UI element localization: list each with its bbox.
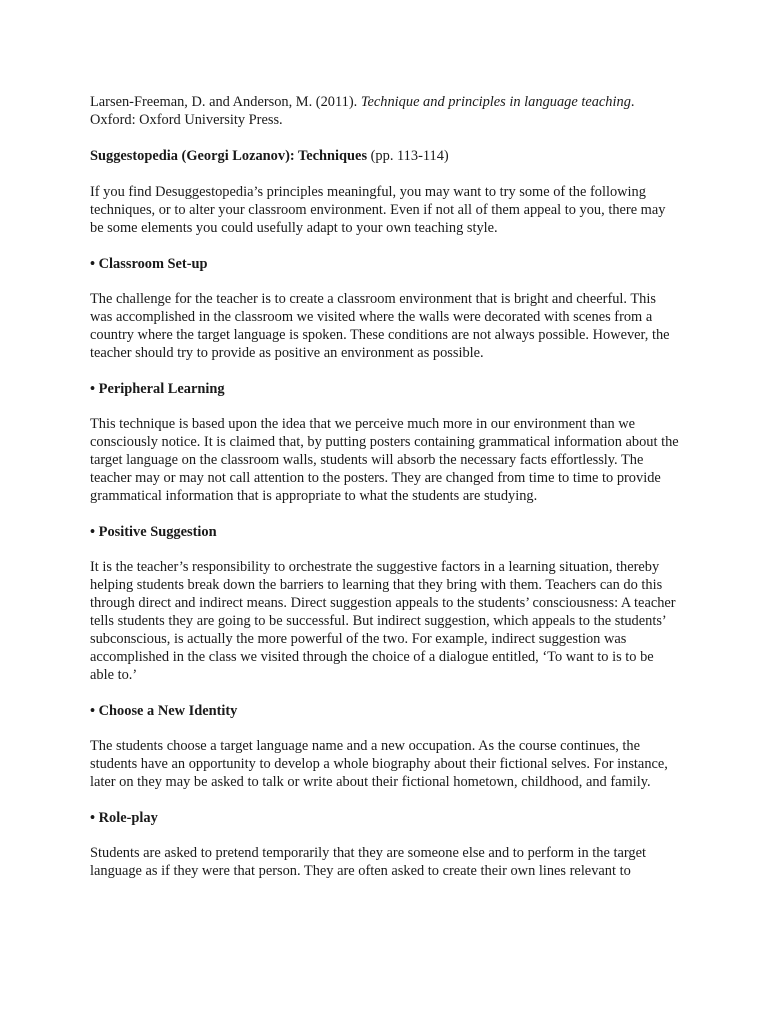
section-heading-classroom-setup <box>90 255 680 273</box>
citation <box>90 93 680 129</box>
citation-book-title: Technique and principles in language teaching <box>360 94 631 110</box>
section-body-positive-suggestion: It is the teacher’s responsibility to orchestrate the suggestive factors in a learning situation, thereby helping students break down the barriers to learning that they bring with them. Teachers can do this through direct and indirect means. Direct suggestion appeals to the students’ consciousness: A teacher tells students they are going to be successful. But indirect suggestion, which appeals to the students’ subconscious, is actually the more powerful of the two. For example, indirect suggestion was accomplished in the class we visited through the choice of a dialogue entitled, ‘To want to is to be able to.’ <box>90 559 676 683</box>
title-pages: (pp. 113-114) <box>367 148 449 164</box>
section-body-role-play: Students are asked to pretend temporarily that they are someone else and to perform in the target language as if they were that person. They are often asked to create their own lines relevant to <box>90 845 646 879</box>
bullet-icon: • <box>90 381 96 397</box>
title-text: Suggestopedia (Georgi Lozanov): Techniques <box>90 148 368 164</box>
section-body-classroom-setup: The challenge for the teacher is to create a classroom environment that is bright and cheerful. This was accomplished in the classroom we visited where the walls were decorated with scenes from a country where the target language is spoken. These conditions are not always possible. However, the teacher should try to provide as positive an environment as possible. <box>90 291 670 361</box>
section-heading-peripheral-learning <box>90 380 680 398</box>
section-heading-new-identity <box>90 702 680 720</box>
section-heading-positive-suggestion <box>90 523 680 541</box>
citation-suffix: . Oxford: Oxford University Press. <box>90 94 635 128</box>
section-body-peripheral-learning: This technique is based upon the idea that we perceive much more in our environment than we consciously notice. It is claimed that, by putting posters containing grammatical information about the target language on the classroom walls, students will absorb the necessary facts effortlessly. The teacher may or may not call attention to the posters. They are changed from time to time to provide grammatical information that is appropriate to what the students are studying. <box>90 416 679 504</box>
bullet-icon: • <box>90 810 96 826</box>
bullet-icon: • <box>90 524 96 540</box>
section-heading-text: Classroom Set-up <box>98 256 208 272</box>
section-heading-text: Positive Suggestion <box>98 524 217 540</box>
section-heading-role-play <box>90 809 680 827</box>
bullet-icon: • <box>90 703 96 719</box>
document-page <box>90 93 680 898</box>
citation-prefix: Larsen-Freeman, D. and Anderson, M. (2011). <box>90 94 361 110</box>
section-heading-text: Peripheral Learning <box>98 381 225 397</box>
section-body-new-identity: The students choose a target language name and a new occupation. As the course continues, the students have an opportunity to develop a whole biography about their fictional selves. For instance, later on they may be asked to talk or write about their fictional hometown, childhood, and family. <box>90 738 668 790</box>
bullet-icon: • <box>90 256 96 272</box>
intro-paragraph: If you find Desuggestopedia’s principles meaningful, you may want to try some of the following techniques, or to alter your classroom environment. Even if not all of them appeal to you, there may be some elements you could usefully adapt to your own teaching style. <box>90 184 666 236</box>
section-heading-text: Role-play <box>98 810 158 826</box>
section-heading-text: Choose a New Identity <box>98 703 238 719</box>
document-title <box>90 147 680 165</box>
